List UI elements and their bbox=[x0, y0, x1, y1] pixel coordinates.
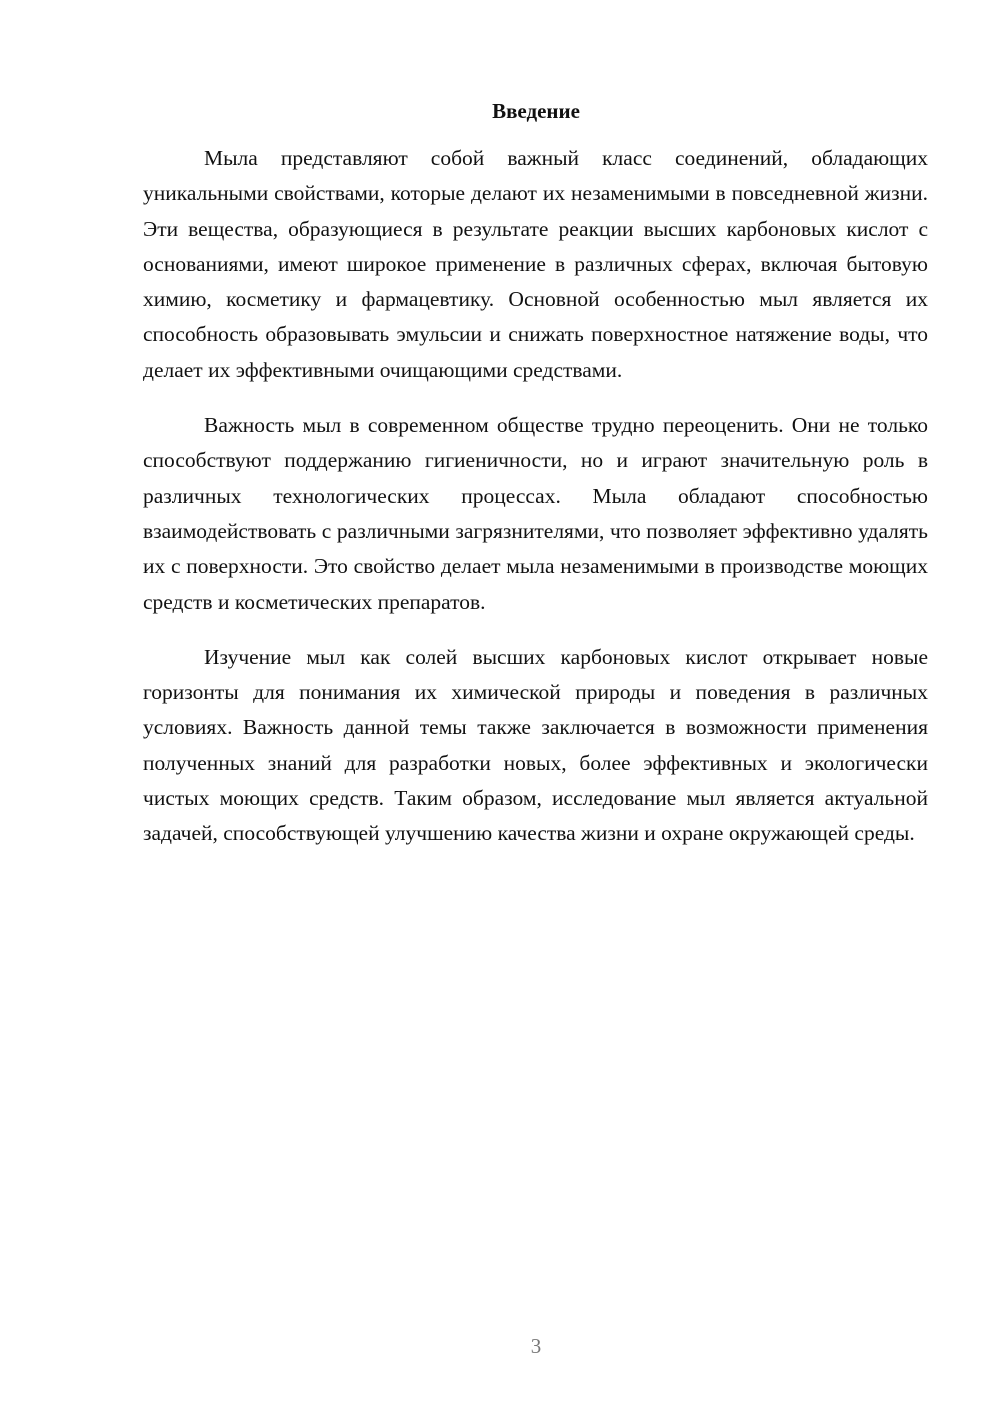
paragraph-3: Изучение мыл как солей высших карбоновых кислот открывает новые горизонты для понимания их химической природы и поведения в различных условиях. Важность данной темы также заключается в возможности применения полученных знаний для разработки новых, более эффективных и экологически чистых моющих средств. Таким образом, исследование мыл является актуальной задачей, способствующей улучшению качества жизни и охране окружающей среды. bbox=[143, 644, 928, 846]
document-body bbox=[143, 141, 928, 872]
section-title: Введение bbox=[492, 99, 580, 123]
page-number: 3 bbox=[530, 1334, 542, 1358]
paragraph-2: Важность мыл в современном обществе трудно переоценить. Они не только способствуют поддержанию гигиеничности, но и играют значительную роль в различных технологических процессах. Мыла обладают способностью взаимодействовать с различными загрязнителями, что позволяет эффективно удалять их с поверхности. Это свойство делает мыла незаменимыми в производстве моющих средств и косметических препаратов. bbox=[143, 413, 928, 614]
paragraph-1: Мыла представляют собой важный класс соединений, обладающих уникальными свойствами, которые делают их незаменимыми в повседневной жизни. Эти вещества, образующиеся в результате реакции высших карбоновых кислот с основаниями, имеют широкое применение в различных сферах, включая бытовую химию, косметику и фармацевтику. Основной особенностью мыл является их способность образовывать эмульсии и снижать поверхностное натяжение воды, что делает их эффективными очищающими средствами. bbox=[143, 146, 928, 382]
